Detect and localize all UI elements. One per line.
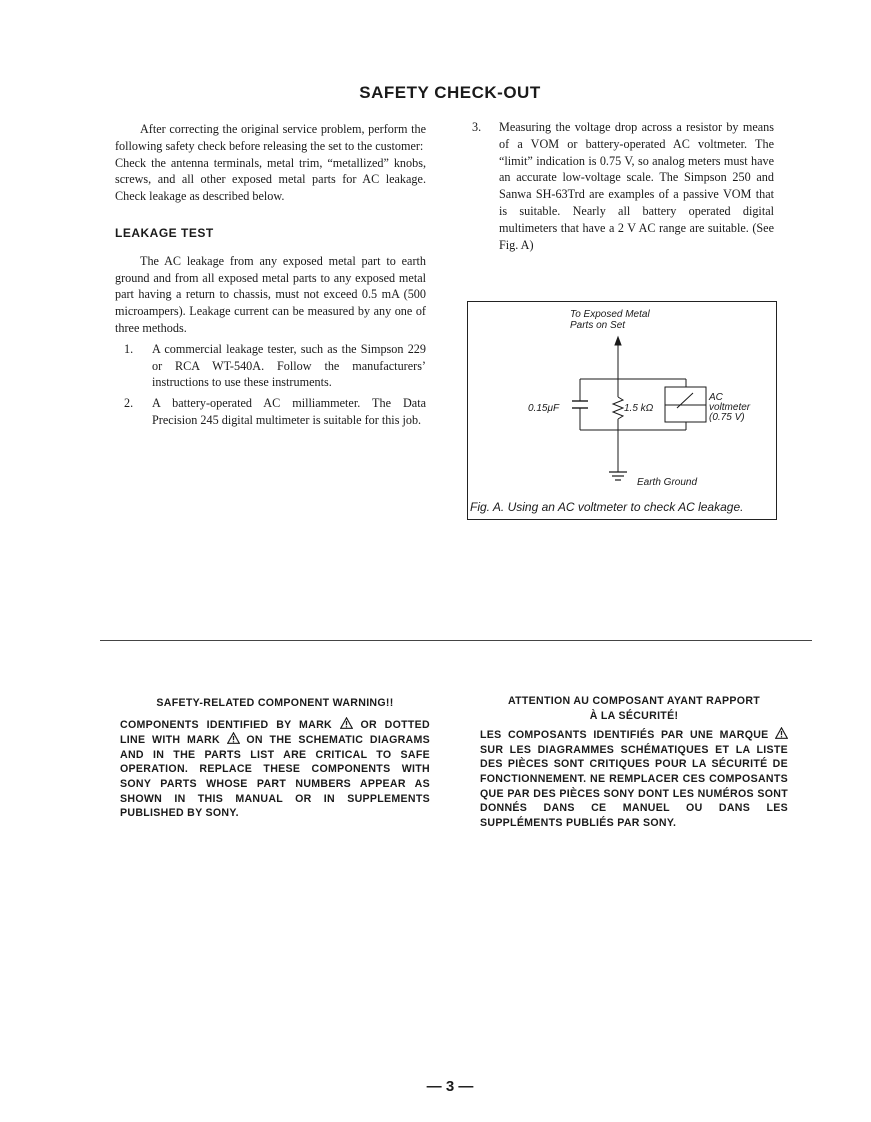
list-item-number: 1. [124,341,134,356]
capacitor-label: 0.15μF [528,403,560,414]
list-item-number: 3. [472,120,482,134]
warning-triangle-icon [227,732,240,744]
methods-list [115,341,426,429]
intro-paragraph: After correcting the original service problem, perform the following safety check before releasing the set to the customer: [115,122,426,153]
list-item [115,395,426,429]
warning-title: SAFETY-RELATED COMPONENT WARNING!! [156,697,394,709]
intro-instruction: Check the antenna terminals, metal trim, “metallized” knobs, screws, and all other exposed metal parts for AC leakage. Check leakage as described below. [115,155,426,204]
section-divider [100,640,812,641]
warning-text: OR DOTTED LINE WITH MARK [120,718,430,747]
list-item-text: A commercial leakage tester, such as the Simpson 229 or RCA WT-540A. Follow the manufacturers’ instructions to use these instruments. [152,341,426,390]
methods-list-continued [472,119,774,253]
leakage-circuit-diagram [468,302,778,521]
safety-warning-english [120,696,430,821]
warning-body [120,717,430,821]
warning-title-line-2: À LA SÉCURITÉ! [589,709,679,722]
ground-label: Earth Ground [637,477,698,488]
top-label-line-2: Parts on Set [570,320,626,331]
meter-symbol [665,387,706,422]
warning-text: LES COMPOSANTS IDENTIFIÉS PAR UNE MARQUE [480,729,769,742]
list-item-number: 2. [124,396,134,411]
page-title: SAFETY CHECK-OUT [359,83,541,102]
capacitor-symbol [572,401,588,408]
leakage-test-heading: LEAKAGE TEST [115,225,214,240]
warning-text: COMPONENTS IDENTIFIED BY MARK [120,718,333,731]
left-column [115,121,426,433]
list-item-text: A battery-operated AC milliammeter. The Data Precision 245 digital multimeter is suitable for this job. [152,396,426,427]
ground-symbol [609,472,627,480]
top-label-line-1: To Exposed Metal [570,309,650,320]
warning-triangle-icon [340,717,353,729]
list-item-text: Measuring the voltage drop across a resistor by means of a VOM or battery-operated AC voltmeter. The “limit” indication is 0.75 V, so analog meters must have an accurate low-voltage scale. The Simpson 250 and Sanwa SH-63Trd are examples of a passive VOM that is suitable. Nearly all battery operated digital multimeters that have a 2 V AC range are suitable. (See Fig. A) [499,120,774,252]
meter-label-line-3: (0.75 V) [709,412,745,423]
leakage-body: The AC leakage from any exposed metal part to earth ground and from all exposed metal parts to any exposed metal part having a return to chassis, must not exceed 0.5 mA (500 microampers). Leakage current can be measured by any one of three methods. [115,253,426,335]
right-column [472,119,774,257]
figure-caption: Fig. A. Using an AC voltmeter to check AC leakage. [470,500,744,514]
warning-title-line-1: ATTENTION AU COMPOSANT AYANT RAPPORT [507,695,761,707]
warning-triangle-icon [775,727,788,739]
figure-a [467,301,777,520]
warning-text: SUR LES DIAGRAMMES SCHÉMATIQUES ET LA LISTE DES PIÈCES SONT CRITIQUES POUR LA SÉCURITÉ DE FONCTIONNEMENT. NE REMPLACER CES COMPOSANTS QUE PAR DES PIÈCES SONY DONT LES NUMÉROS SONT DONNÉS DANS CE MANUEL OU DANS LES SUPPLÉMENTS PUBLIÉS PAR SONY. [480,743,788,829]
meter-label-line-1: AC [709,392,723,403]
safety-warning-french [480,694,788,830]
page-number: — 3 — [426,1078,474,1095]
resistor-label: 1.5 kΩ [624,403,654,414]
list-item [115,341,426,391]
warning-body [480,727,788,830]
warning-text: ON THE SCHEMATIC DIAGRAMS AND IN THE PARTS LIST ARE CRITICAL TO SAFE OPERATION. REPLACE THESE COMPONENTS WITH SONY PARTS WHOSE PART NUMBERS APPEAR AS SHOWN IN THIS MANUAL OR IN SUPPLEMENTS PUBLISHED BY SONY. [120,734,430,820]
meter-label-line-2: voltmeter [709,402,751,413]
list-item [472,119,774,253]
warning-title [480,694,788,723]
